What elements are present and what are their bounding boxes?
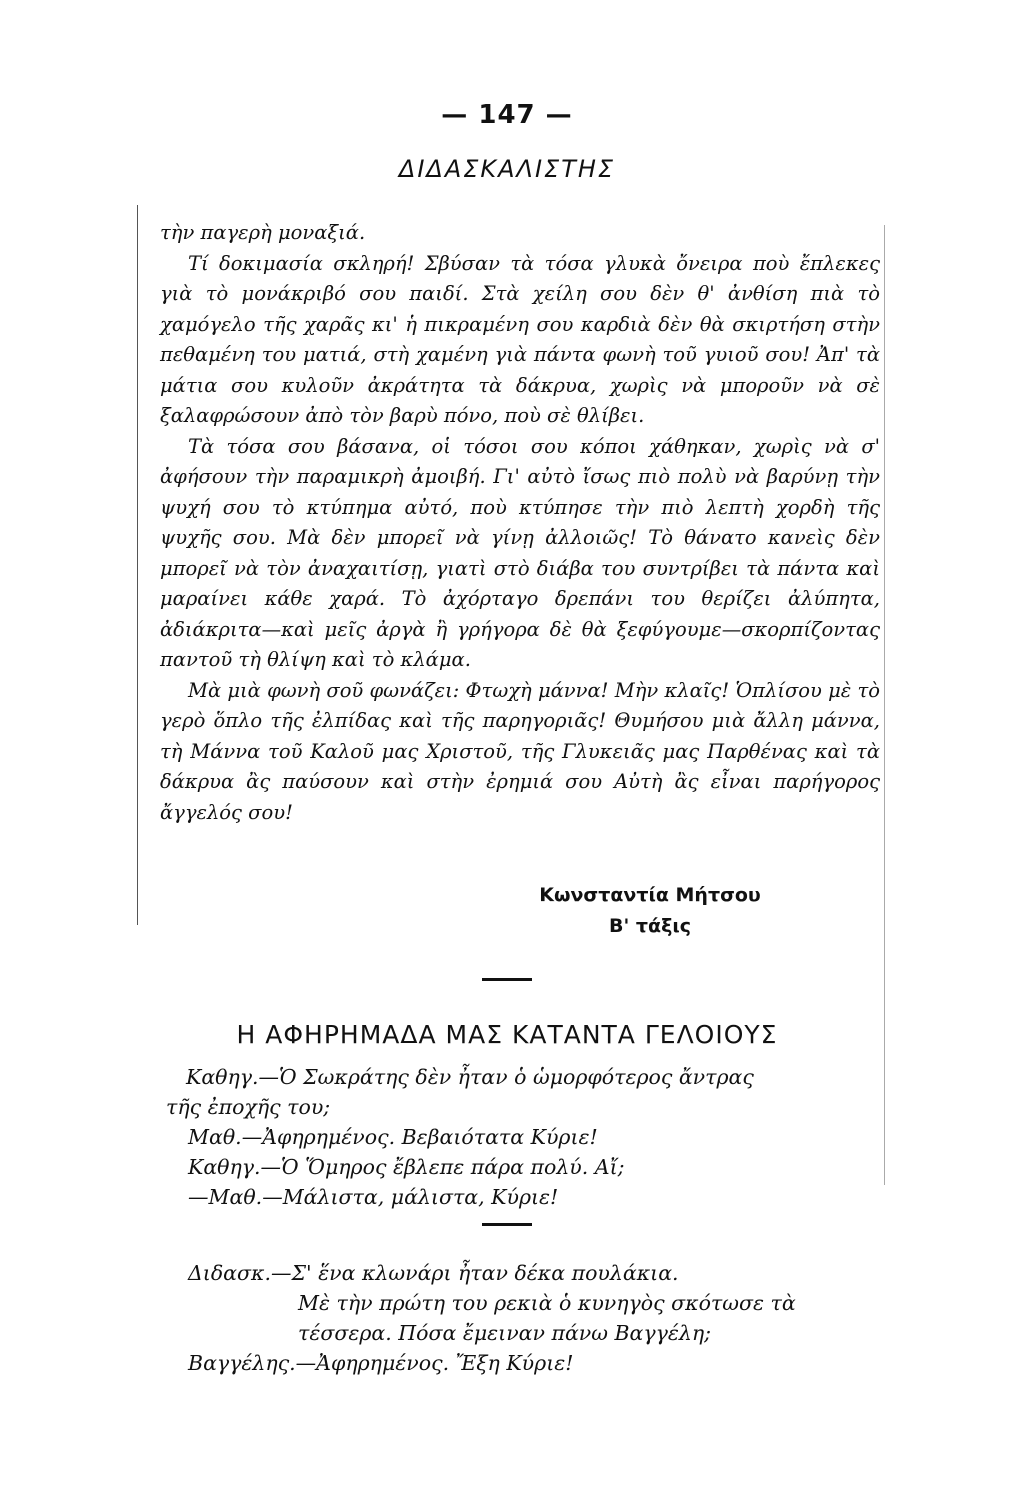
humor-section-title: Η ΑΦΗΡΗΜΑΔΑ ΜΑΣ ΚΑΤΑΝΤΑ ΓΕΛΟΙΟΥΣ	[236, 1020, 778, 1049]
page-number: — 147 —	[441, 100, 573, 130]
essay-paragraph: τὴν παγερὴ μοναξιά.	[160, 221, 366, 244]
dialogue-line: Μαθ.—Ἀφηρημένος. Βεβαιότατα Κύριε!	[188, 1125, 598, 1149]
essay-paragraph: Τί δοκιμασία σκληρή! Σβύσαν τὰ τόσα γλυκὰ ὄνειρα ποὺ ἔπλεκες γιὰ τὸ μονάκριβό σου παιδί. Στὰ χείλη σου δὲν θ' ἀνθίση πιὰ τὸ χαμόγελο τῆς χαρᾶς κι' ἡ πικραμένη σου καρδιὰ δὲν θὰ σκιρτήση στὴν πεθαμένη του ματιά, στὴ χαμένη γιὰ πάντα φωνὴ τοῦ γυιοῦ σου! Ἀπ' τὰ μάτια σου κυλοῦν ἀκράτητα τὰ δάκρυα, χωρὶς νὰ μποροῦν νὰ σὲ ξαλαφρώσουν ἀπὸ τὸν βαρὺ πόνο, ποὺ σὲ θλίβει.	[160, 251, 880, 427]
left-margin-rule	[137, 205, 138, 925]
essay-paragraph: Τὰ τόσα σου βάσανα, οἱ τόσοι σου κόποι χάθηκαν, χωρὶς νὰ σ' ἀφήσουν τὴν παραμικρὴ ἀμοιβή. Γι' αὐτὸ ἴσως πιὸ πολὺ νὰ βαρύνῃ τὴν ψυχή σου τὸ κτύπημα αὐτό, ποὺ κτύπησε τὴν πιὸ λεπτὴ χορδὴ τῆς ψυχῆς σου. Μὰ δὲν μπορεῖ νὰ γίνῃ ἀλλοιῶς! Τὸ θάνατο κανεὶς δὲν μπορεῖ νὰ τὸν ἀναχαιτίσῃ, γιατὶ στὸ διάβα του συντρίβει τὰ πάντα καὶ μαραίνει κάθε χαρά. Τὸ ἀχόρταγο δρεπάνι του θερίζει ἀλύπητα, ἀδιάκριτα—καὶ μεῖς ἀργὰ ἢ γρήγορα δὲ θὰ ξεφύγουμε—σκορπίζοντας παντοῦ τὴ θλίψη καὶ τὸ κλάμα.	[160, 434, 880, 671]
author-name: Κωνσταντία Μήτσου	[539, 884, 761, 906]
dialogue-line: τῆς ἐποχῆς του;	[166, 1095, 331, 1119]
dialogue-line: Βαγγέλης.—Ἀφηρημένος. Ἔξη Κύριε!	[188, 1351, 574, 1375]
dialogue-line: Καθηγ.—Ὁ Σωκράτης δὲν ἦταν ὁ ὡμορφότερος ἄντρας	[186, 1065, 754, 1089]
humor-body	[166, 1062, 848, 1378]
section-divider	[482, 978, 532, 981]
joke-divider	[482, 1223, 532, 1226]
dialogue-line: —Μαθ.—Μάλιστα, μάλιστα, Κύριε!	[188, 1185, 559, 1209]
dialogue-line: Καθηγ.—Ὁ Ὅμηρος ἔβλεπε πάρα πολύ. Αἴ;	[188, 1155, 625, 1179]
dialogue-line: Μὲ τὴν πρώτη του ρεκιὰ ὁ κυνηγὸς σκότωσε τὰ	[298, 1291, 796, 1315]
essay-body	[160, 218, 880, 828]
dialogue-line: τέσσερα. Πόσα ἔμειναν πάνω Βαγγέλη;	[298, 1321, 712, 1345]
section-title: ΔΙΔΑΣΚΑΛΙΣΤΗΣ	[398, 155, 616, 183]
dialogue-line: Διδασκ.—Σ' ἕνα κλωνάρι ἦταν δέκα πουλάκια.	[188, 1261, 679, 1285]
essay-paragraph: Μὰ μιὰ φωνὴ σοῦ φωνάζει: Φτωχὴ μάννα! Μὴν κλαῖς! Ὁπλίσου μὲ τὸ γερὸ ὅπλο τῆς ἐλπίδας καὶ τῆς παρηγοριᾶς! Θυμήσου μιὰ ἄλλη μάννα, τὴ Μάννα τοῦ Καλοῦ μας Χριστοῦ, τῆς Γλυκειᾶς μας Παρθένας καὶ τὰ δάκρυα ἂς παύσουν καὶ στὴν ἐρημιά σου Αὐτὴ ἂς εἶναι παρήγορος ἄγγελός σου!	[160, 678, 880, 824]
author-signature	[520, 880, 780, 942]
author-class: Β' τάξις	[609, 915, 691, 937]
